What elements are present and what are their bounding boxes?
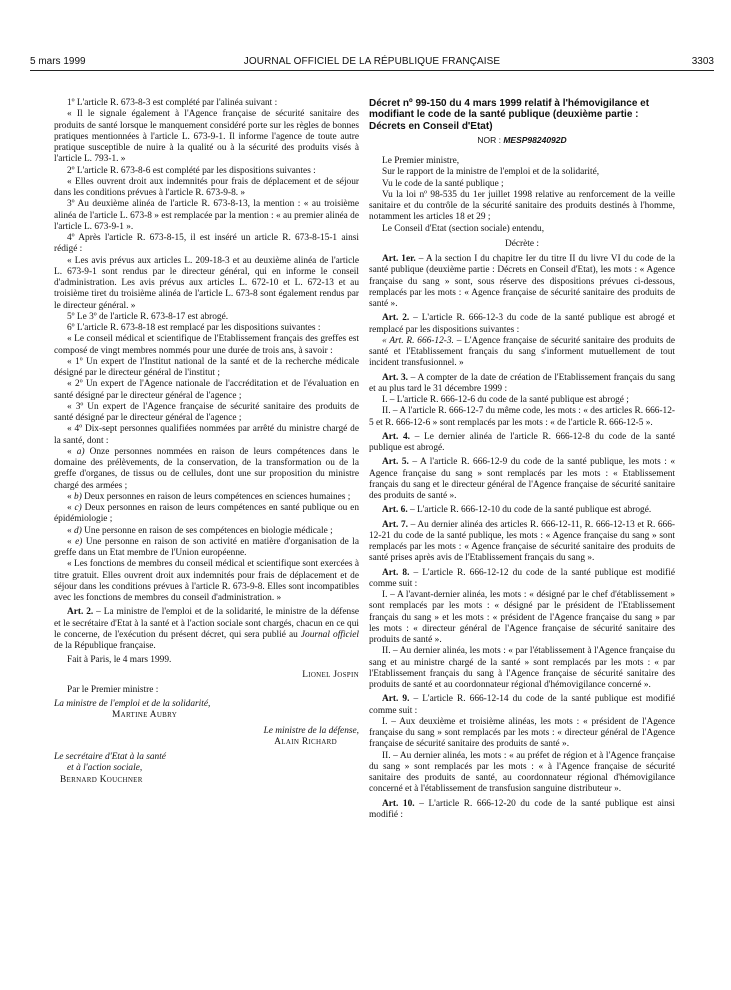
- article-9: Art. 9. – L'article R. 666-12-14 du code de la santé publique est modifié comme suit :: [369, 694, 675, 716]
- paragraph: 4º Après l'article R. 673-8-15, il est inséré un article R. 673-8-15-1 ainsi rédigé :: [54, 233, 359, 255]
- minister-defense-title: Le ministre de la défense,: [263, 725, 359, 736]
- paragraph: « 3º Un expert de l'Agence française de sécurité sanitaire des produits de santé désigné par le directeur général de l'agence ;: [54, 401, 359, 423]
- paragraph: II. – Au dernier alinéa, les mots : « au préfet de région et à l'Agence française du sang » sont remplacés par les mots : « à l'Agence française de sécurité sanitaire des produits de santé, au coordonnateur régional d'hémovigilance concerné et à l'établissement de transfusion sanguine distributeur ».: [369, 750, 675, 795]
- paragraph: 6º L'article R. 673-8-18 est remplacé par les dispositions suivantes :: [67, 323, 321, 333]
- paragraph: « Le conseil médical et scientifique de l'Etablissement français des greffes est composé de vingt membres nommés pour une durée de trois ans, à savoir :: [54, 334, 359, 356]
- paragraph: Vu la loi nº 98-535 du 1er juillet 1998 relative au renforcement de la veille sanitaire et du contrôle de la sécurité sanitaire des produits destinés à l'homme, notamment les articles 18 et 29 ;: [369, 189, 675, 223]
- paragraph: « a) Onze personnes nommées en raison de leurs compétences dans le domaine des prélèvements, de la conservation, de la transformation ou de la greffe d'organes, de tissus ou de cellules, dont une sur proposition du ministre chargé des armées ;: [54, 446, 359, 491]
- paragraph: I. – A l'avant-dernier alinéa, les mots : « désigné par le chef d'établissement » sont remplacés par les mots : « désigné par le président de l'Etablissement français du sang » et les mots : « président de l'Agence française du sang » par les mots : « directeur général de l'Agence française de sécurité sanitaire des produits de santé ».: [369, 590, 675, 646]
- article-2: Art. 2. – La ministre de l'emploi et de la solidarité, le ministre de la défense et le secrétaire d'Etat à la santé et à l'action sociale sont chargés, chacun en ce qui le concerne, de l'exécution du présent décret, qui sera publié au Journal officiel de la République française.: [54, 607, 360, 651]
- paragraph: « 4º Dix-sept personnes qualifiées nommées par arrêté du ministre chargé de la santé, dont :: [54, 424, 359, 446]
- paragraph: I. – L'article R. 666-12-6 du code de la santé publique est abrogé ;: [382, 395, 629, 406]
- header-journal-title: JOURNAL OFFICIEL DE LA RÉPUBLIQUE FRANÇAISE: [243, 56, 501, 67]
- paragraph: II. – Au dernier alinéa, les mots : « par l'établissement à l'Agence française du sang et au ministre chargé de la santé » sont remplacés par les mots : « par l'Etablissement français du sang à l'Agence française de sécurité sanitaire des produits de santé et au coordonnateur régional d'hémovigilance concerné ».: [369, 646, 675, 691]
- paragraph: 3º Au deuxième alinéa de l'article R. 673-8-13, la mention : « au troisième alinéa de l'article L. 673-8 » est remplacée par la mention : « au premier alinéa de l'article L. 673-9-1 ».: [54, 199, 359, 232]
- paragraph: Le Premier ministre,: [382, 156, 460, 167]
- page-header: [30, 56, 714, 70]
- article-8: Art. 8. – L'article R. 666-12-12 du code de la santé publique est modifié comme suit :: [369, 567, 675, 589]
- paragraph: « Les avis prévus aux articles L. 209-18-3 et au deuxième alinéa de l'article L. 673-9-1 sont rendus par le directeur général, qui en informe le conseil d'administration. Les avis prévus aux articles L. 672-10 et L. 672-13 et au troisième tiret du troisième alinéa de l'article L. 673-8 sont également rendus par le directeur général. »: [54, 255, 359, 311]
- paragraph: Le Conseil d'Etat (section sociale) entendu,: [382, 223, 545, 234]
- paragraph: « Elles ouvrent droit aux indemnités pour frais de déplacement et de séjour dans les conditions prévues à l'article R. 673-9-8. »: [54, 176, 359, 198]
- minister-emploi-name: Martine Aubry: [112, 710, 178, 721]
- paragraph: 5º Le 3º de l'article R. 673-8-17 est abrogé.: [67, 311, 229, 322]
- fait-a-paris: Fait à Paris, le 4 mars 1999.: [67, 655, 172, 666]
- article-3: Art. 3. – A compter de la date de création de l'Etablissement français du sang et au plus tard le 31 décembre 1999 :: [369, 372, 675, 394]
- article-5: Art. 5. – A l'article R. 666-12-9 du code de la santé publique, les mots : « Agence française du sang » sont remplacés par les mots : « Etablissement français du sang et le directeur général de l'Agence française de sécurité sanitaire des produits de santé ».: [369, 457, 676, 502]
- article-10: Art. 10. – L'article R. 666-12-20 du code de la santé publique est ainsi modifié :: [369, 798, 675, 820]
- decrete: Décrète :: [505, 238, 539, 249]
- secretary-title: Le secrétaire d'Etat à la santé: [54, 752, 166, 762]
- secretary-name: Bernard Kouchner: [60, 774, 143, 785]
- paragraph: « 1º Un expert de l'Institut national de la santé et de la recherche médicale désigné par le directeur général de l'institut ;: [54, 356, 359, 378]
- signature-prime-minister: Lionel Jospin: [302, 669, 359, 680]
- right-column: [369, 98, 675, 821]
- article-2: Art. 2. – L'article R. 666-12-3 du code de la santé publique est abrogé et remplacé par les dispositions suivantes :: [369, 313, 675, 335]
- paragraph: II. – A l'article R. 666-12-7 du même code, les mots : « des articles R. 666-12-5 et R. 666-12-6 » sont remplacés par les mots : « de l'article R. 666-12-5 ».: [369, 406, 675, 428]
- article-4: Art. 4. – Le dernier alinéa de l'article R. 666-12-8 du code de la santé publique est abrogé.: [369, 431, 676, 454]
- paragraph: Vu le code de la santé publique ;: [382, 178, 504, 189]
- par-le-premier-ministre: Par le Premier ministre :: [67, 684, 159, 695]
- nor-reference: NOR : MESP9824092D: [477, 134, 567, 145]
- header-page-number: 3303: [691, 56, 714, 67]
- paragraph: 1º L'article R. 673-8-3 est complété par l'alinéa suivant :: [67, 98, 278, 108]
- paragraph: Sur le rapport de la ministre de l'emploi et de la solidarité,: [382, 167, 600, 178]
- paragraph: « d) Une personne en raison de ses compétences en biologie médicale ;: [67, 525, 333, 536]
- paragraph: « Les fonctions de membres du conseil médical et scientifique sont exercées à titre gratuit. Elles ouvrent droit aux indemnités pour frais de déplacement et de séjour dans les conditions prévues à l'article R. 673-9-8. Elles sont incompatibles avec les fonctions de membres du conseil d'administration. »: [54, 559, 359, 603]
- article-6: Art. 6. – L'article R. 666-12-10 du code de la santé publique est abrogé.: [382, 505, 652, 516]
- paragraph: « c) Deux personnes en raison de leurs compétences en santé publique ou en épidémiologie ;: [54, 503, 359, 525]
- minister-emploi-title: La ministre de l'emploi et de la solidarité,: [54, 699, 211, 709]
- paragraph: I. – Aux deuxième et troisième alinéas, les mots : « président de l'Agence française du sang » sont remplacés par les mots : « directeur général de l'Agence française de sécurité sanitaire des produits de santé ».: [369, 716, 675, 750]
- left-column: [54, 98, 359, 786]
- paragraph: « Il le signale également à l'Agence française de sécurité sanitaire des produits de santé lorsque le manquement considéré porte sur les règles de bonnes pratiques mentionnées à l'article L. 673-9-1. Il informe l'agence de toute autre pratique susceptible de nuire à la qualité ou à la sécurité des produits visés à l'article L. 793-1. »: [54, 109, 359, 165]
- paragraph: 2º L'article R. 673-8-6 est complété par les dispositions suivantes :: [67, 165, 316, 176]
- article-1: Art. 1er. – A la section I du chapitre Ier du titre II du livre VI du code de la santé publique (deuxième partie : Décrets en Conseil d'Etat), les mots : « Agence française du sang » sont, sous réserve des dispositions prévues ci-dessous, remplacés par les mots : « Agence française de sécurité sanitaire des produits de santé ».: [369, 254, 676, 310]
- decree-title: Décret nº 99-150 du 4 mars 1999 relatif à l'hémovigilance et modifiant le code de la santé publique (deuxième partie : Décrets en Conseil d'Etat): [369, 98, 650, 132]
- article-7: Art. 7. – Au dernier alinéa des articles R. 666-12-11, R. 666-12-13 et R. 666-12-21 du code de la santé publique, les mots : « Agence française du sang » sont remplacés par les mots : « Agence française de sécurité sanitaire des produits de santé prises après avis de l'Etablissement français du sang ».: [369, 519, 676, 564]
- paragraph: « b) Deux personnes en raison de leurs compétences en sciences humaines ;: [67, 491, 351, 502]
- secretary-title-line2: et à l'action sociale,: [67, 763, 143, 774]
- paragraph: « 2º Un expert de l'Agence nationale de l'accréditation et de l'évaluation en santé désigné par le directeur général de l'agence ;: [54, 379, 359, 401]
- paragraph: « e) Une personne en raison de son activité en matière d'organisation de la greffe dans un Etat membre de l'Union européenne.: [54, 536, 359, 558]
- header-rule: [30, 70, 714, 71]
- header-date: 5 mars 1999: [30, 56, 86, 67]
- paragraph: « Art. R. 666-12-3. – L'Agence française de sécurité sanitaire des produits de santé et l'Etablissement français du sang s'informent mutuellement de tout incident transfusionnel. »: [369, 335, 675, 369]
- minister-defense-name: Alain Richard: [274, 736, 337, 747]
